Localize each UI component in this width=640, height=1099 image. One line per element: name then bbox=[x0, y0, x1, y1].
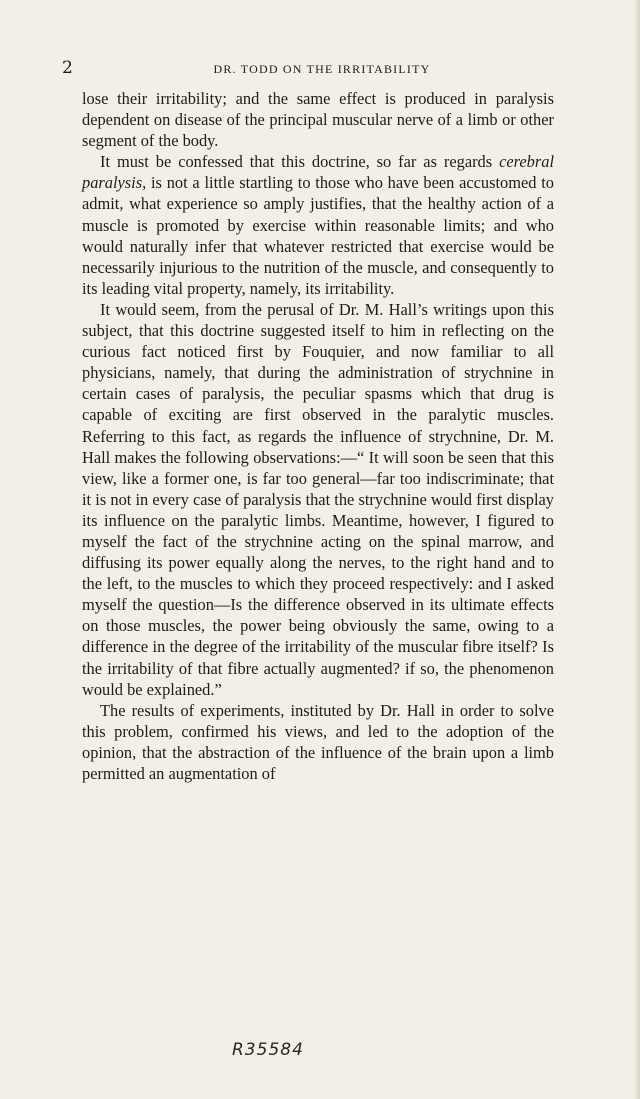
paragraph-3: It would seem, from the perusal of Dr. M. Hall’s writings upon this subject, that this doctrine suggested itself to him in reflecting on the curious fact noticed first by Fouquier, and now familiar to all physicians, namely, that during the administration of strychnine in certain cases of paralysis, the peculiar spasms which that drug is capable of exciting are first observed in the paralytic muscles. Referring to this fact, as regards the influence of strychnine, Dr. M. Hall makes the following observations:—“ It will soon be seen that this view, like a former one, is far too general—far too indiscriminate; that it is not in every case of paralysis that the strychnine would first display its influence on the paralytic limbs. Meantime, however, I figured to myself the fact of the strychnine acting on the spinal marrow, and diffusing its power equally along the nerves, to the right hand and to the left, to the muscles to which they proceed respectively: and I asked myself the question—Is the difference observed in its ultimate effects on those muscles, the power being obviously the same, owing to a difference in the degree of the irritability of the muscular fibre itself? Is the irritability of that fibre actually augmented? if so, the phenomenon would be explained.” bbox=[82, 299, 554, 699]
paragraph-2-start: It must be confessed that this doctrine, so far as regards bbox=[100, 152, 500, 172]
cerebral-paralysis-term: cerebral paralysis bbox=[82, 152, 554, 193]
library-stamp: R35584 bbox=[232, 1040, 304, 1060]
running-head: DR. TODD ON THE IRRITABILITY bbox=[213, 62, 431, 76]
body-text bbox=[82, 88, 554, 784]
page-header bbox=[62, 58, 582, 84]
page-edge-shadow bbox=[634, 0, 640, 1099]
paragraph-1: lose their irritability; and the same effect is produced in paralysis dependent on disease of the principal muscular nerve of a limb or other segment of the body. bbox=[82, 89, 554, 151]
paragraph-2 bbox=[82, 151, 554, 299]
page-number: 2 bbox=[62, 58, 73, 78]
paragraph-2-rest: , is not a little startling to those who have been accustomed to admit, what experience so amply justifies, that the healthy action of a muscle is promoted by exercise within reasonable limits; and who would naturally infer that whatever restricted that exercise would be necessarily injurious to the nutrition of the muscle, and consequently to its leading vital property, namely, its irritability. bbox=[82, 173, 554, 298]
paragraph-4: The results of experiments, instituted by Dr. Hall in order to solve this problem, confirmed his views, and led to the adoption of the opinion, that the abstraction of the influence of the brain upon a limb permitted an augmentation of bbox=[82, 700, 554, 783]
